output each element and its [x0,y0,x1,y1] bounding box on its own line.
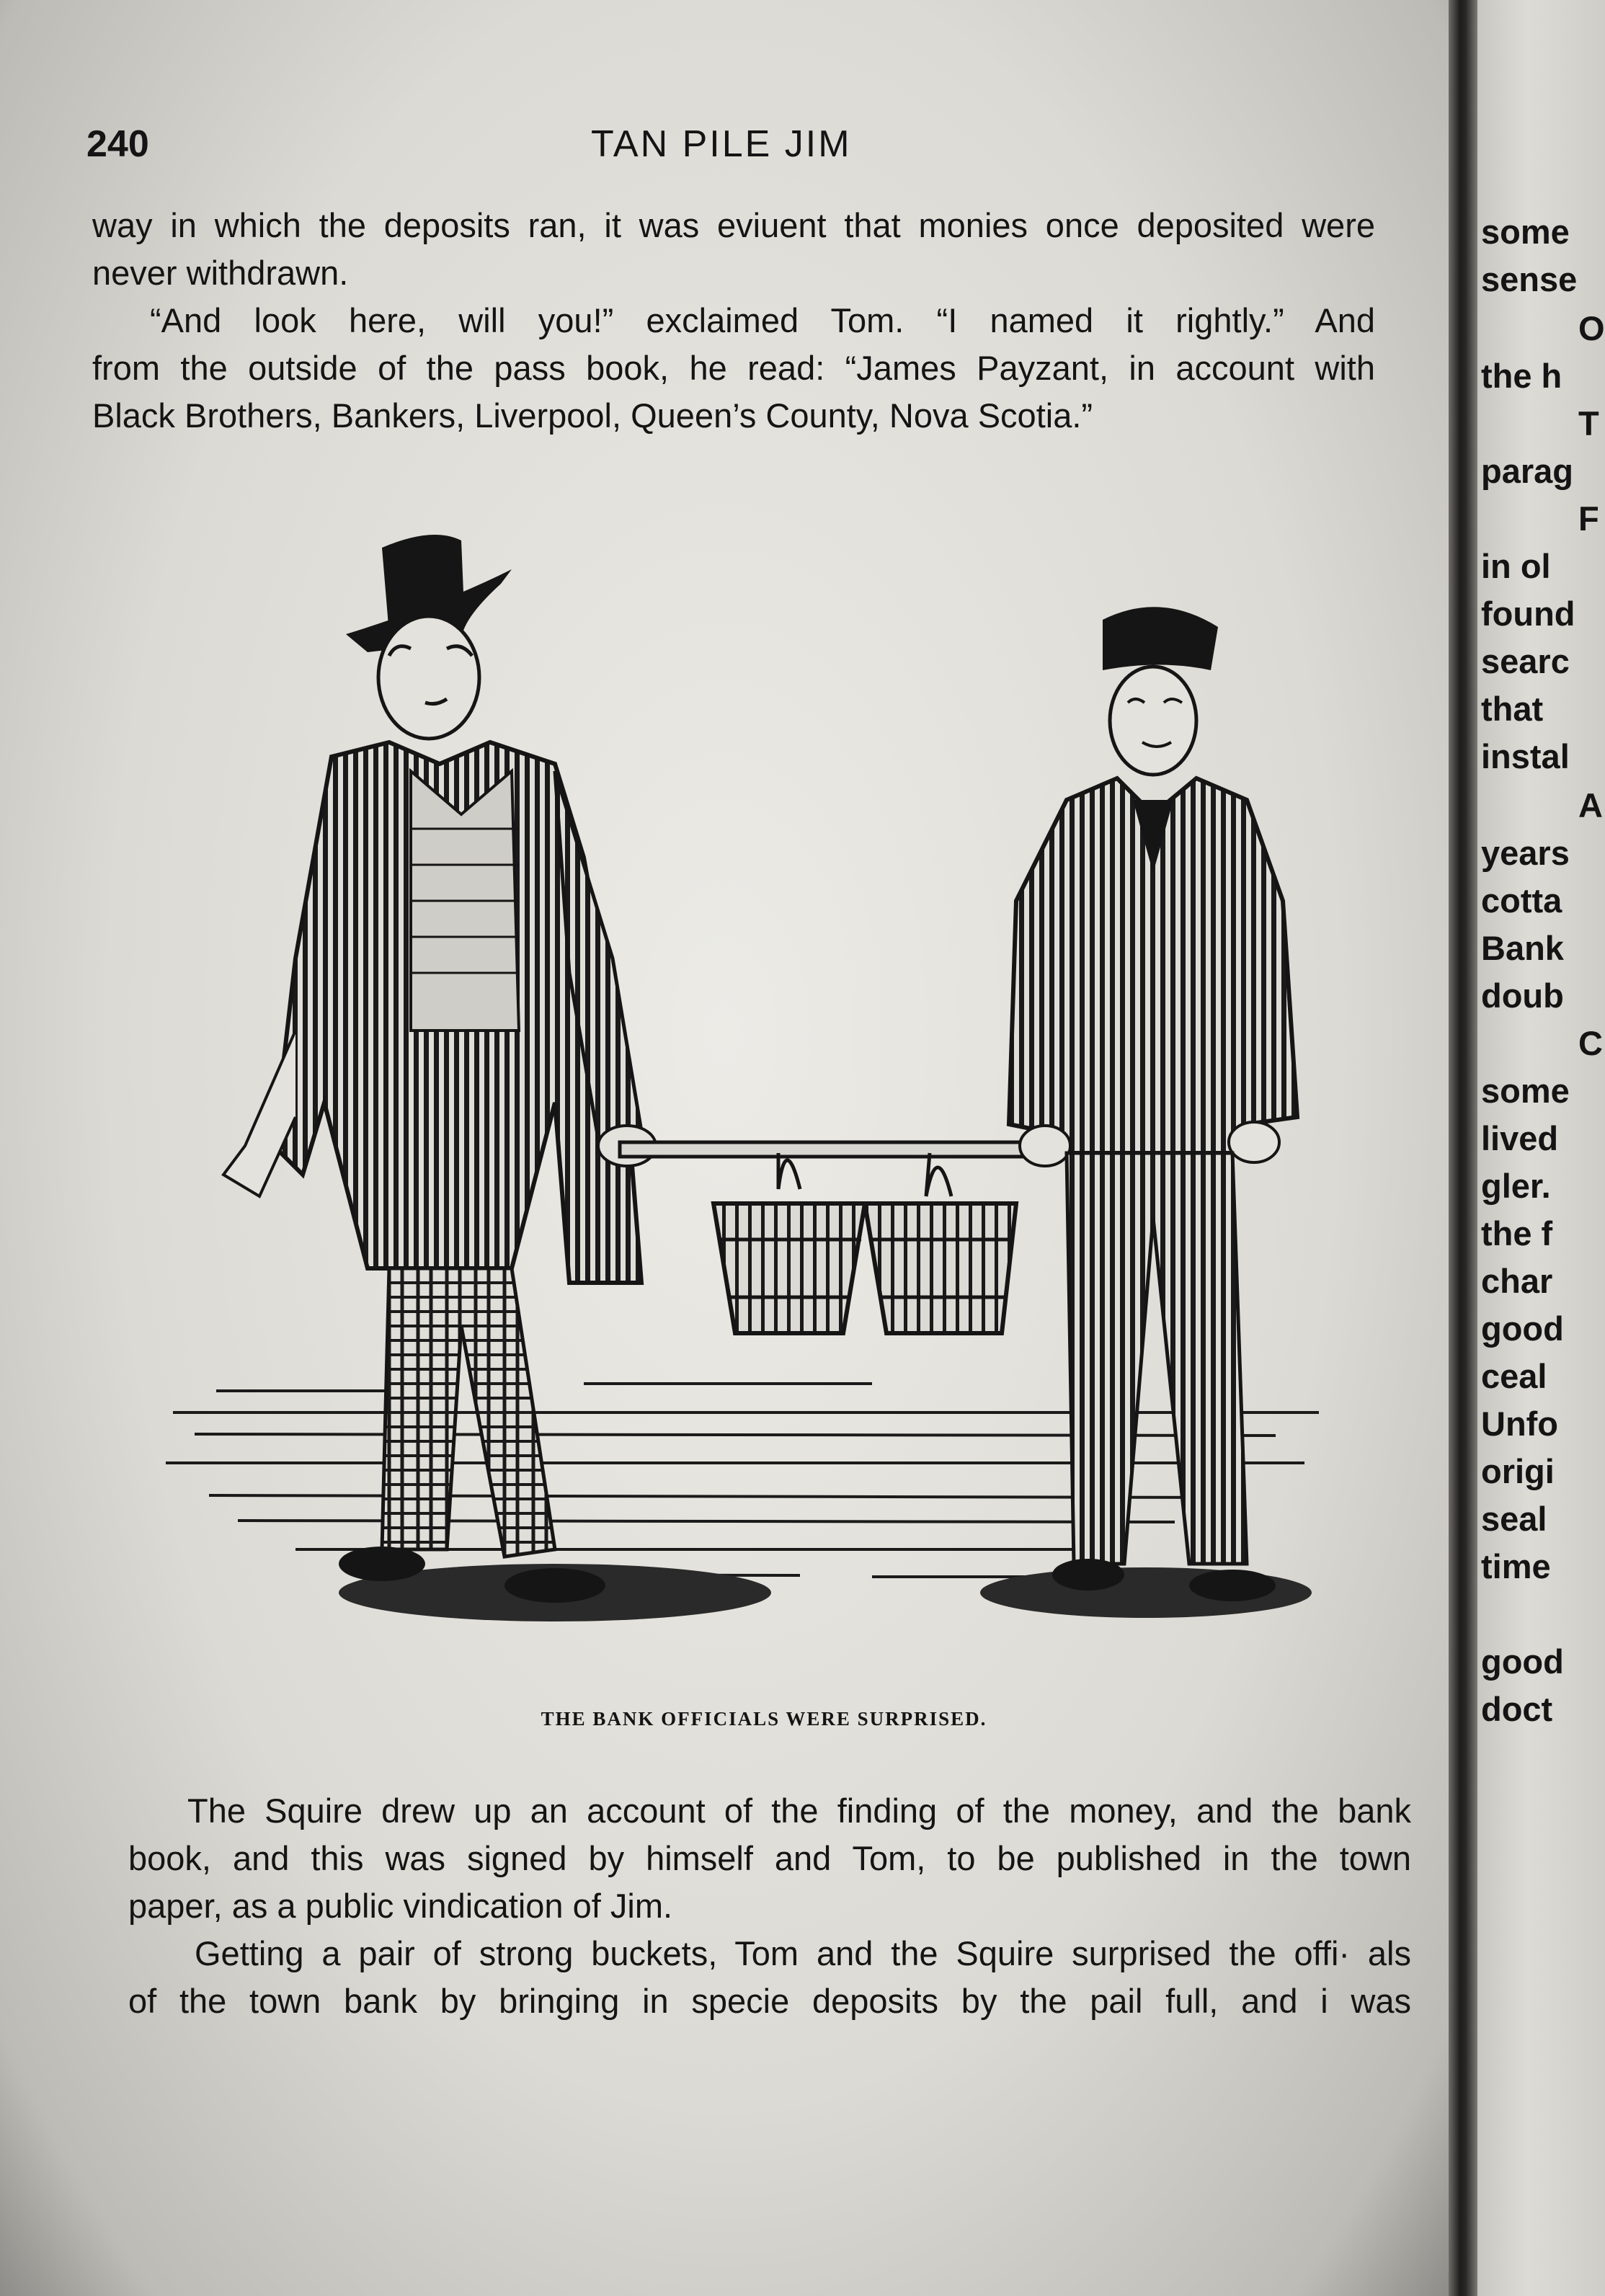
facing-page-fragment: char [1481,1262,1553,1300]
facing-page-fragment: the h [1481,357,1562,395]
facing-page-fragment: Unfo [1481,1405,1559,1443]
facing-page-fragment: found [1481,595,1575,633]
bottom-paragraph-2 [128,1930,1411,2025]
bottom-paragraph-1 [128,1787,1411,1930]
facing-page-fragment: cotta [1481,881,1562,920]
facing-page-fragment: years [1481,834,1570,872]
text-line: way in which the deposits ran, it was eviuent that monies once deposited were [92,206,1375,244]
facing-page-fragment: sense [1481,260,1578,298]
text-line: paper, as a public vindication of Jim. [128,1887,673,1925]
facing-page-fragment: A [1578,786,1603,824]
facing-page-fragment: doub [1481,976,1564,1015]
text-line: Getting a pair of strong buckets, Tom and the Squire surprised the offi· als [195,1934,1411,1972]
facing-page-fragment: gler. [1481,1167,1551,1205]
facing-page-fragment: that [1481,690,1544,728]
facing-page-fragment: searc [1481,642,1570,680]
text-line: from the outside of the pass book, he read: “James Payzant, in account with [92,349,1375,387]
squire-figure [223,535,656,1603]
illustration-men-with-buckets [151,526,1319,1694]
page-number: 240 [86,123,149,165]
facing-page-fragment: the f [1481,1214,1553,1252]
facing-page-fragment: instal [1481,737,1570,775]
facing-page-fragment: T [1578,404,1599,442]
facing-page-fragment: some [1481,213,1570,251]
facing-page-fragment: lived [1481,1119,1559,1157]
facing-page-fragment: good [1481,1642,1564,1681]
text-line: Black Brothers, Bankers, Liverpool, Queen’s County, Nova Scotia.” [92,396,1093,435]
facing-page-fragment: Bank [1481,929,1564,967]
book-gutter [1449,0,1477,2296]
facing-page-fragment: doct [1481,1690,1553,1728]
text-line: “And look here, will you!” exclaimed Tom. “I named it rightly.” And [150,301,1375,339]
illustration-caption: THE BANK OFFICIALS WERE SURPRISED. [541,1708,987,1730]
top-paragraph-1 [92,202,1375,297]
facing-page-fragment: time [1481,1547,1551,1585]
text-line: book, and this was signed by himself and Tom, to be published in the town [128,1839,1411,1877]
facing-page-fragment: ceal [1481,1357,1547,1395]
tom-figure [1009,607,1297,1601]
text-line: of the town bank by bringing in specie deposits by the pail full, and i was [128,1982,1411,2020]
facing-page-fragment: in ol [1481,547,1551,585]
facing-page-fragment: origi [1481,1452,1555,1490]
running-head [86,123,1384,173]
text-line: The Squire drew up an account of the finding of the money, and the bank [187,1792,1411,1830]
facing-page-fragment: seal [1481,1500,1547,1538]
top-paragraph-2 [92,297,1375,440]
facing-page-fragment: C [1578,1024,1603,1062]
facing-page-fragment: some [1481,1072,1570,1110]
facing-page-fragment: F [1578,499,1599,538]
facing-page-fragment: parag [1481,452,1573,490]
facing-page-fragment: O [1578,309,1605,347]
ground-hatching [166,1384,1319,1577]
page-title: TAN PILE JIM [591,123,852,165]
text-line: never withdrawn. [92,254,349,292]
facing-page-fragment: good [1481,1309,1564,1348]
